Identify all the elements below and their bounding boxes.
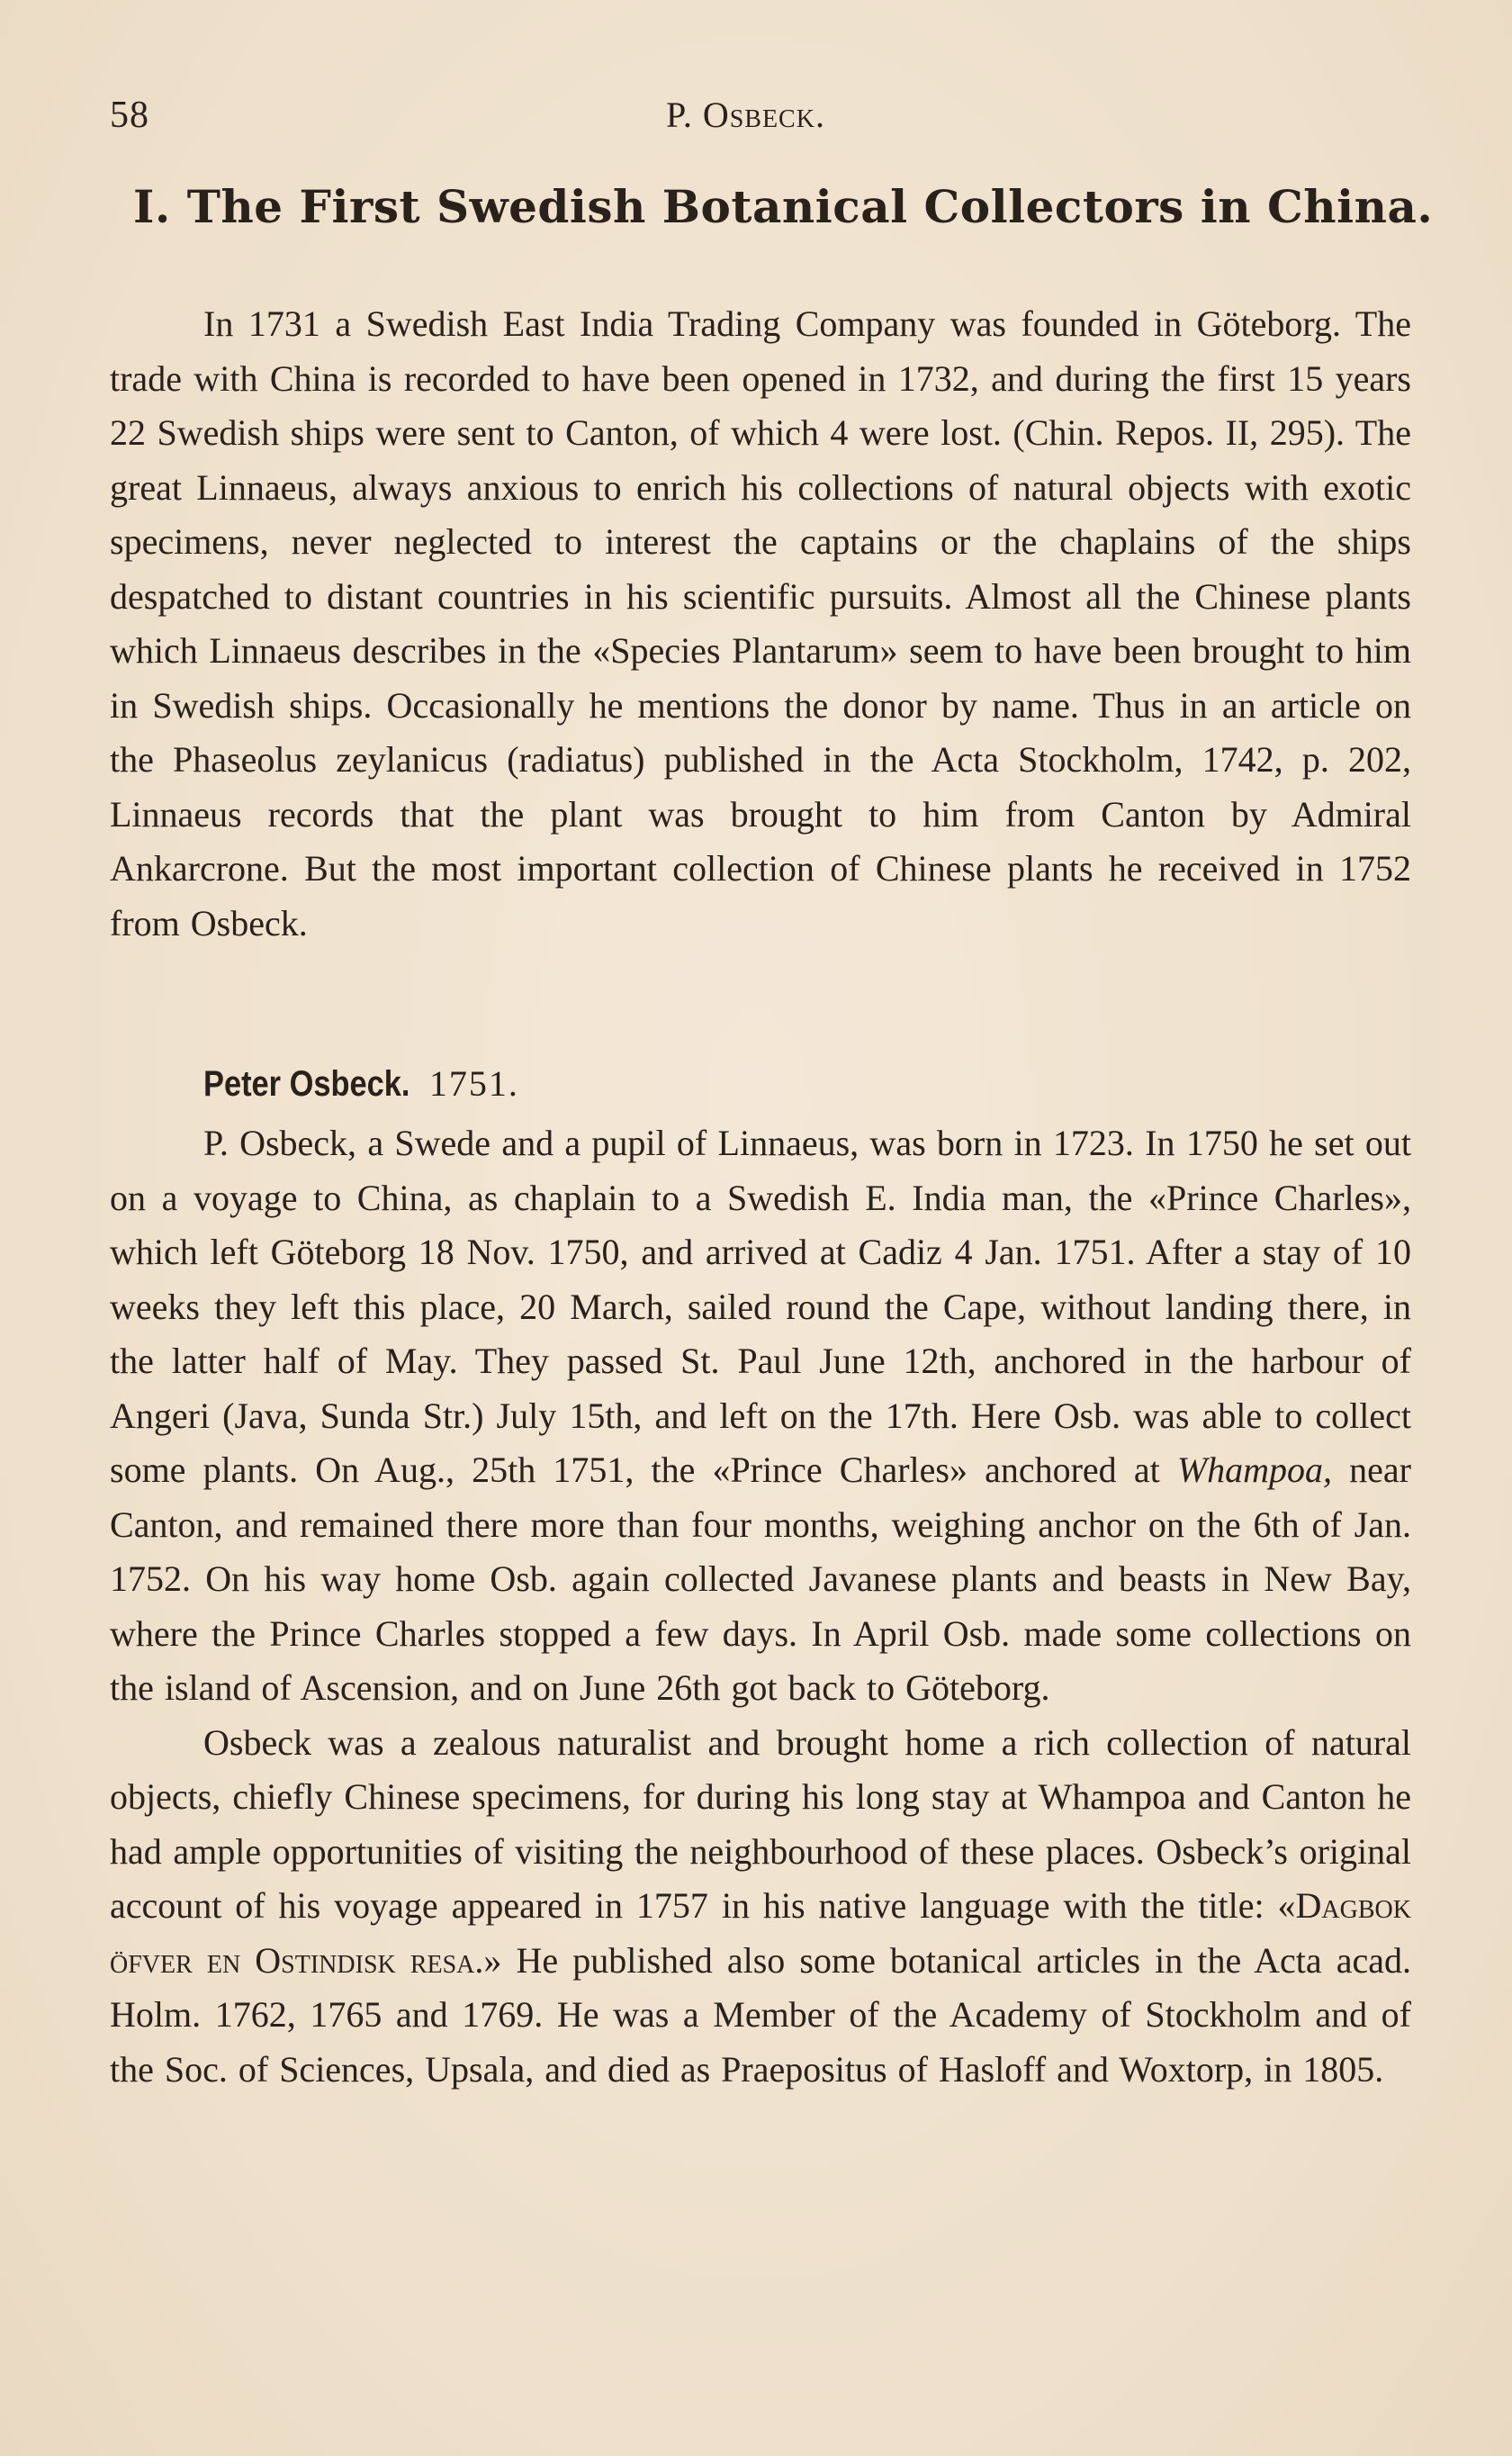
page-number: 58 xyxy=(110,95,149,136)
running-head xyxy=(110,94,1415,148)
running-title: P. Osbeck. xyxy=(666,95,825,135)
section-year: 1751. xyxy=(428,1063,519,1104)
section-paragraph-2 xyxy=(110,1716,1411,2098)
section-paragraph-1 xyxy=(110,1116,1411,1716)
paragraph-2-text-a: Osbeck was a zealous naturalist and brought home a rich collection of natural objects, chiefly Chinese specimens, for during his long stay at Whampoa and Canton he had ample opportunities of visiting the neighbourhood of these places. Osbeck’s original account of his voyage appeared in 1757 in his native language with the title: « xyxy=(110,1721,1411,1926)
paragraph-1-text-a: P. Osbeck, a Swede and a pupil of Linnaeus, was born in 1723. In 1750 he set out on a voyage to China, as chaplain to a Swedish E. India man, the «Prince Charles», which left Göteborg 18 Nov. 1750, and arrived at Cadiz 4 Jan. 1751. After a stay of 10 weeks they left this place, 20 March, sailed round the Cape, without landing there, in the latter half of May. They passed St. Paul June 12th, anchored in the harbour of Angeri (Java, Sunda Str.) July 15th, and left on the 17th. Here Osb. was able to collect some plants. On Aug., 25th 1751, the «Prince Charles» anchored at xyxy=(110,1123,1411,1490)
section-heading xyxy=(203,1062,519,1105)
paragraph-2-text-b: » He published also some botanical articles in the Acta acad. Holm. 1762, 1765 and 1769. He was a Member of the Academy of Stockholm and of the Soc. of Sciences, Upsala, and died as Praepositus of Hasloff and Woxtorp, in 1805. xyxy=(110,1939,1411,2090)
section-name: Peter Osbeck. xyxy=(203,1064,410,1104)
chapter-title: I. The First Swedish Botanical Collectors in China. xyxy=(133,180,1434,233)
book-title: Dagbok öfver en Ostindisk resa. xyxy=(110,1885,1411,1981)
paragraph-1-text-b: near Canton, and remained there more than four months, weighing anchor on the 6th of Jan. 1752. On his way home Osb. again collected Javanese plants and beasts in New Bay, where the Prince Charles stopped a few days. In April Osb. made some collections on the island of Ascension, and on June 26th got back to Göteborg. xyxy=(110,1449,1411,1708)
intro-paragraph: In 1731 a Swedish East India Trading Company was founded in Göteborg. The trade with China is recorded to have been opened in 1732, and during the first 15 years 22 Swedish ships were sent to Canton, of which 4 were lost. (Chin. Repos. II, 295). The great Linnaeus, always anxious to enrich his collections of natural objects with exotic specimens, never neglected to interest the captains or the chaplains of the ships despatched to distant countries in his scientific pursuits. Almost all the Chinese plants which Linnaeus describes in the «Species Plantarum» seem to have been brought to him in Swedish ships. Occasionally he mentions the donor by name. Thus in an article on the Phaseolus zeylanicus (radiatus) published in the Acta Stockholm, 1742, p. 202, Linnaeus records that the plant was brought to him from Canton by Admiral Ankarcrone. But the most important collection of Chinese plants he received in 1752 from Osbeck. xyxy=(110,303,1411,944)
intro-text xyxy=(110,297,1411,951)
section-text xyxy=(110,1116,1411,2097)
place-name-italic: Whampoa, xyxy=(1176,1449,1333,1490)
